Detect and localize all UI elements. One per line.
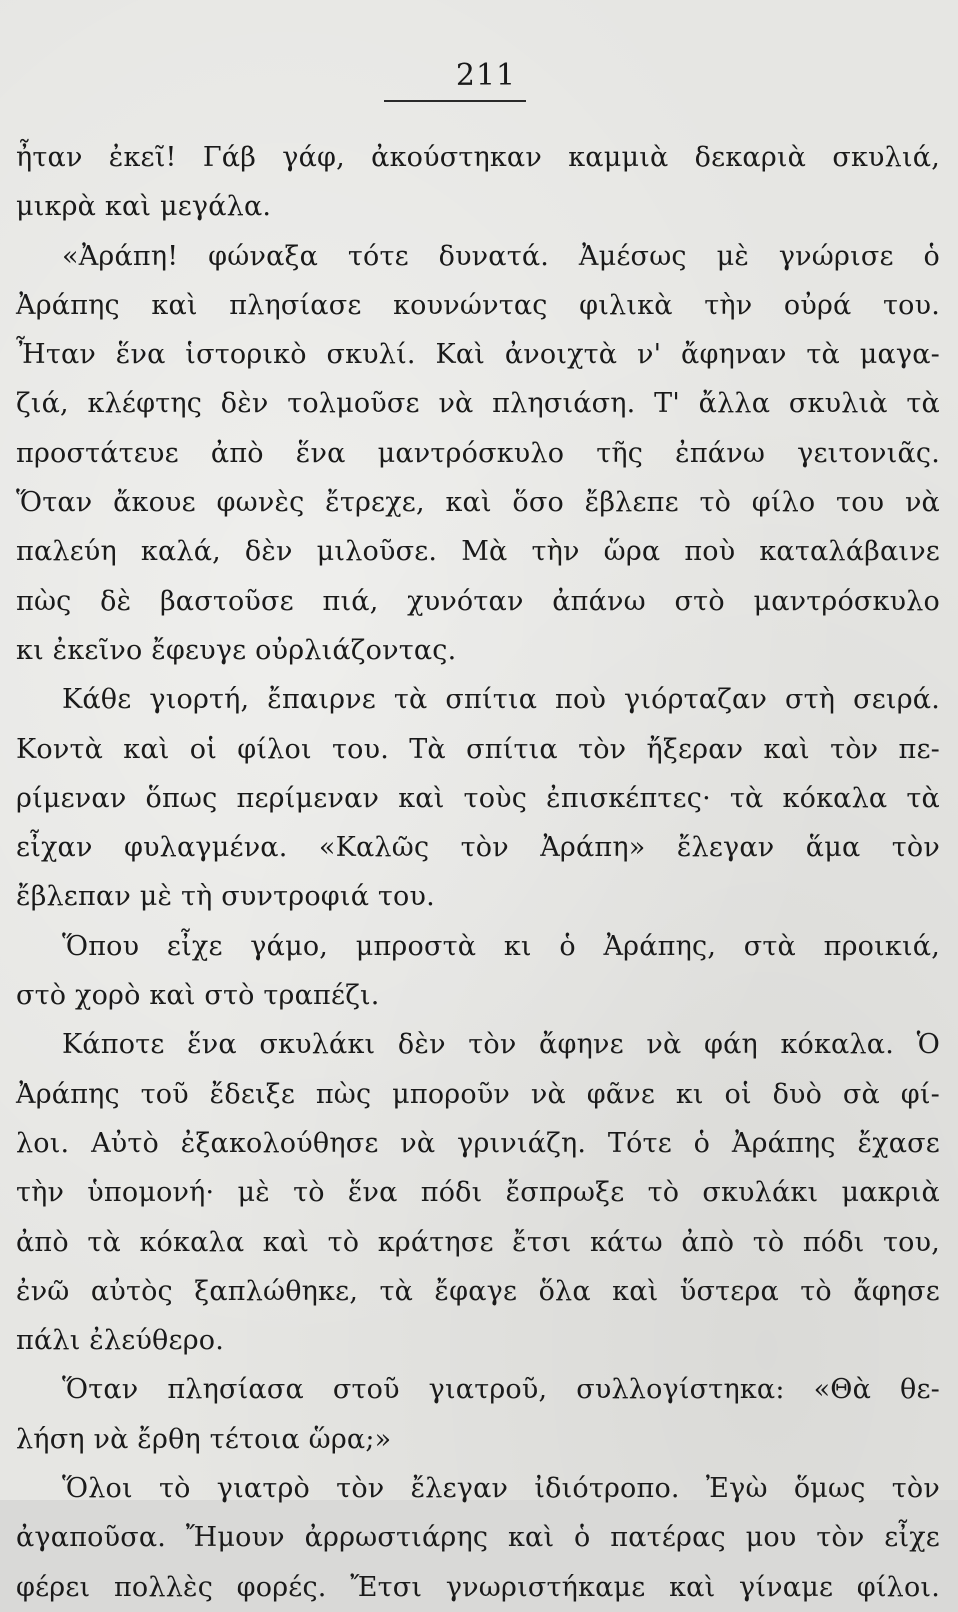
text-line: Κάποτε ἕνα σκυλάκι δὲν τὸν ἄφηνε νὰ φάη κόκαλα. Ὁ xyxy=(62,1029,940,1061)
text-line: φέρει πολλὲς φορές. Ἔτσι γνωριστήκαμε καὶ γίναμε φίλοι. xyxy=(16,1571,940,1603)
text-line: ζιά, κλέφτης δὲν τολμοῦσε νὰ πλησιάση. Τ' ἄλλα σκυλιὰ τὰ xyxy=(16,388,940,420)
text-line: Ὅπου εἶχε γάμο, μπροστὰ κι ὁ Ἀράπης, στὰ προικιά, xyxy=(62,930,940,962)
text-line: ἀγαποῦσα. Ἤμουν ἀρρωστιάρης καὶ ὁ πατέρας μου τὸν εἶχε xyxy=(16,1522,940,1554)
text-line: Ὅταν πλησίασα στοῦ γιατροῦ, συλλογίστηκα: «Θὰ θε- xyxy=(62,1374,940,1406)
text-line: Κοντὰ καὶ οἱ φίλοι του. Τὰ σπίτια τὸν ἤξεραν καὶ τὸν πε- xyxy=(16,733,940,765)
text-line: εἶχαν φυλαγμένα. «Καλῶς τὸν Ἀράπη» ἔλεγαν ἅμα τὸν xyxy=(16,832,940,864)
text-line: λοι. Αὐτὸ ἐξακολούθησε νὰ γρινιάζη. Τότε ὁ Ἀράπης ἔχασε xyxy=(16,1127,940,1159)
header-rule xyxy=(384,100,526,102)
page-number: 211 xyxy=(455,58,517,93)
text-line: ρίμεναν ὅπως περίμεναν καὶ τοὺς ἐπισκέπτες· τὰ κόκαλα τὰ xyxy=(16,782,940,814)
text-line: ἦταν ἐκεῖ! Γάβ γάφ, ἀκούστηκαν καμμιὰ δεκαριὰ σκυλιά, xyxy=(16,142,940,173)
text-line: ἔβλεπαν μὲ τὴ συντροφιά του. xyxy=(16,881,435,913)
text-line: Ἀράπης τοῦ ἔδειξε πὼς μποροῦν νὰ φᾶνε κι οἱ δυὸ σὰ φί- xyxy=(16,1078,940,1110)
text-line: παλεύη καλά, δὲν μιλοῦσε. Μὰ τὴν ὥρα ποὺ καταλάβαινε xyxy=(16,536,940,568)
text-line: προστάτευε ἀπὸ ἕνα μαντρόσκυλο τῆς ἐπάνω γειτονιᾶς. xyxy=(16,437,940,469)
text-line: Ἀράπης καὶ πλησίασε κουνώντας φιλικὰ τὴν οὐρά του. xyxy=(16,289,940,321)
text-line: τὴν ὑπομονή· μὲ τὸ ἕνα πόδι ἔσπρωξε τὸ σκυλάκι μακριὰ xyxy=(16,1177,940,1209)
text-line: Ὅταν ἄκουε φωνὲς ἔτρεχε, καὶ ὅσο ἔβλεπε τὸ φίλο του νὰ xyxy=(16,487,940,519)
text-line: «Ἀράπη! φώναξα τότε δυνατά. Ἀμέσως μὲ γνώρισε ὁ xyxy=(62,240,940,272)
body-text xyxy=(16,133,940,1612)
text-line: πὼς δὲ βαστοῦσε πιά, χυνόταν ἀπάνω στὸ μαντρόσκυλο xyxy=(16,585,940,617)
text-line: πάλι ἐλεύθερο. xyxy=(16,1325,225,1357)
text-line: μικρὰ καὶ μεγάλα. xyxy=(16,191,272,223)
text-line: λήση νὰ ἔρθη τέτοια ὥρα;» xyxy=(16,1423,392,1455)
text-line: Κάθε γιορτή, ἔπαιρνε τὰ σπίτια ποὺ γιόρταζαν στὴ σειρά. xyxy=(62,684,940,716)
text-line: Ὅλοι τὸ γιατρὸ τὸν ἔλεγαν ἰδιότροπο. Ἐγὼ ὅμως τὸν xyxy=(62,1473,940,1505)
text-line: ἀπὸ τὰ κόκαλα καὶ τὸ κράτησε ἔτσι κάτω ἀπὸ τὸ πόδι του, xyxy=(16,1226,940,1258)
text-line: στὸ χορὸ καὶ στὸ τραπέζι. xyxy=(16,980,380,1012)
text-line: ἐνῶ αὐτὸς ξαπλώθηκε, τὰ ἔφαγε ὅλα καὶ ὕστερα τὸ ἄφησε xyxy=(16,1275,940,1307)
text-line: Ἦταν ἕνα ἱστορικὸ σκυλί. Καὶ ἀνοιχτὰ ν' ἄφηναν τὰ μαγα- xyxy=(16,339,940,371)
text-line: κι ἐκεῖνο ἔφευγε οὐρλιάζοντας. xyxy=(16,634,457,666)
